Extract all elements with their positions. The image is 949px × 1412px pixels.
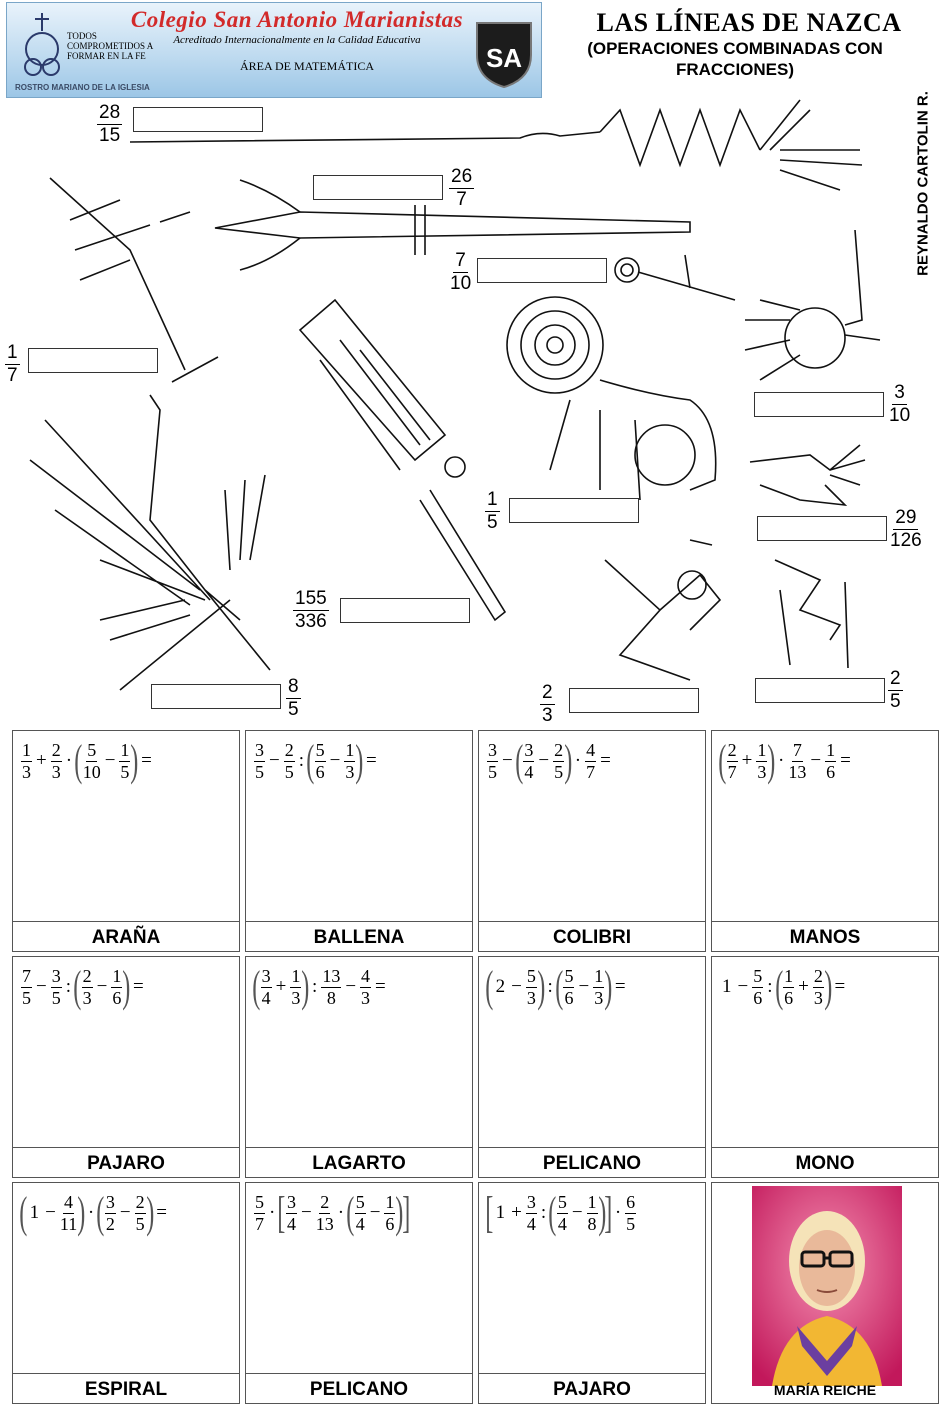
answer-fraction: $\frac{29}{126}$ (890, 507, 922, 551)
exercise-card (478, 1182, 706, 1404)
math-expression: ( $\frac{3}{4}$ + $\frac{1}{3}$ ) : $\frac{13}{8}$ − $\frac{4}{3}$ = (252, 962, 386, 1011)
author-name: REYNALDO CARTOLIN R. (914, 91, 932, 276)
math-expression: 1 − $\frac{5}{6}$ :( $\frac{1}{6}$ + $\frac{2}{3}$ ) = (722, 962, 846, 1011)
answer-input-box[interactable] (477, 258, 607, 283)
answer-fraction: $\frac{2}{3}$ (542, 682, 553, 726)
page-title: LAS LÍNEAS DE NAZCA (596, 8, 902, 37)
exercise-card (711, 956, 939, 1178)
answer-fraction: $\frac{28}{15}$ (99, 102, 121, 146)
exercise-card (478, 956, 706, 1178)
exercise-label: COLIBRI (478, 921, 706, 952)
exercise-label: PAJARO (12, 1147, 240, 1178)
math-expression: $\frac{7}{5}$ − $\frac{3}{5}$ :( $\frac{2}{3}$ − $\frac{1}{6}$ ) = (22, 962, 144, 1011)
school-accreditation: Acreditado Internacionalmente en la Calidad Educativa (173, 34, 421, 46)
answer-fraction: $\frac{1}{7}$ (7, 342, 18, 386)
exercise-card (245, 1182, 473, 1404)
math-expression: ( 1 − $\frac{4}{11}$ ) ·( $\frac{3}{2}$ − $\frac{2}{5}$ ) = (19, 1188, 167, 1237)
exercise-label: PELICANO (478, 1147, 706, 1178)
page-subtitle: (OPERACIONES COMBINADAS CON FRACCIONES) (587, 39, 883, 79)
maria-reiche-portrait (752, 1186, 902, 1386)
school-slogan: ROSTRO MARIANO DE LA IGLESIA (15, 83, 150, 92)
exercise-card (12, 1182, 240, 1404)
math-expression: ( $\frac{2}{7}$ + $\frac{1}{3}$ ) · $\frac{7}{13}$ − $\frac{1}{6}$ = (718, 736, 851, 785)
math-expression: ( 2 − $\frac{5}{3}$ ) :( $\frac{5}{6}$ − $\frac{1}{3}$ ) = (485, 962, 626, 1011)
answer-input-box[interactable] (509, 498, 639, 523)
exercise-card (245, 730, 473, 952)
portrait-card (711, 1182, 939, 1404)
exercise-label: MANOS (711, 921, 939, 952)
answer-fraction: $\frac{8}{5}$ (288, 676, 299, 720)
exercise-label: ARAÑA (12, 921, 240, 952)
hands-figure (750, 445, 865, 505)
answer-input-box[interactable] (313, 175, 443, 200)
math-expression: $\frac{3}{5}$ − $\frac{2}{5}$ :( $\frac{5}{6}$ − $\frac{1}{3}$ ) = (255, 736, 377, 785)
exercise-label: MONO (711, 1147, 939, 1178)
school-motto: TODOS COMPROMETIDOS A FORMAR EN LA FE (67, 31, 153, 61)
portrait-caption: MARÍA REICHE (773, 1382, 877, 1398)
badge-text: SA (485, 43, 523, 73)
exercise-label: PELICANO (245, 1373, 473, 1404)
answer-input-box[interactable] (133, 107, 263, 132)
exercise-card (711, 730, 939, 952)
exercise-card (245, 956, 473, 1178)
exercise-card (478, 730, 706, 952)
small-figure-right (775, 560, 848, 668)
answer-input-box[interactable] (569, 688, 699, 713)
answer-input-box[interactable] (28, 348, 158, 373)
exercise-label: BALLENA (245, 921, 473, 952)
spider-figure (745, 230, 880, 380)
answer-input-box[interactable] (151, 684, 281, 709)
answer-input-box[interactable] (340, 598, 470, 623)
exercise-label: ESPIRAL (12, 1373, 240, 1404)
math-expression: $\frac{1}{3}$ + $\frac{2}{3}$ ·( $\frac{5}{10}$ − $\frac{1}{5}$ ) = (22, 736, 152, 785)
bird-figure-small (605, 540, 720, 680)
answer-fraction: $\frac{1}{5}$ (487, 489, 498, 533)
answer-fraction: $\frac{2}{5}$ (890, 668, 901, 712)
answer-fraction: $\frac{155}{336}$ (295, 588, 327, 632)
answer-input-box[interactable] (755, 678, 885, 703)
spiral-small (615, 255, 735, 300)
condor-figure (30, 395, 270, 690)
answer-fraction: $\frac{3}{10}$ (889, 382, 911, 426)
answer-fraction: $\frac{26}{7}$ (451, 166, 473, 210)
exercise-label: PAJARO (478, 1373, 706, 1404)
math-expression: [ 1 + $\frac{3}{4}$ :( $\frac{5}{4}$ − $\frac{1}{8}$ )] · $\frac{6}{5}$ (485, 1188, 636, 1237)
exercise-label: LAGARTO (245, 1147, 473, 1178)
monkey-figure (507, 297, 716, 500)
answer-input-box[interactable] (757, 516, 887, 541)
school-name: Colegio San Antonio Marianistas (130, 7, 464, 32)
pelican-figure (300, 300, 505, 620)
exercise-card (12, 956, 240, 1178)
school-area: ÁREA DE MATEMÁTICA (240, 59, 374, 73)
exercise-card (12, 730, 240, 952)
answer-fraction: $\frac{7}{10}$ (450, 250, 472, 294)
math-expression: $\frac{3}{5}$ −( $\frac{3}{4}$ − $\frac{2}{5}$ ) · $\frac{4}{7}$ = (488, 736, 611, 785)
answer-input-box[interactable] (754, 392, 884, 417)
math-expression: $\frac{5}{7}$ ·[ $\frac{3}{4}$ − $\frac{2}{13}$ ·( $\frac{5}{4}$ − $\frac{1}{6}$ )] (255, 1188, 411, 1237)
